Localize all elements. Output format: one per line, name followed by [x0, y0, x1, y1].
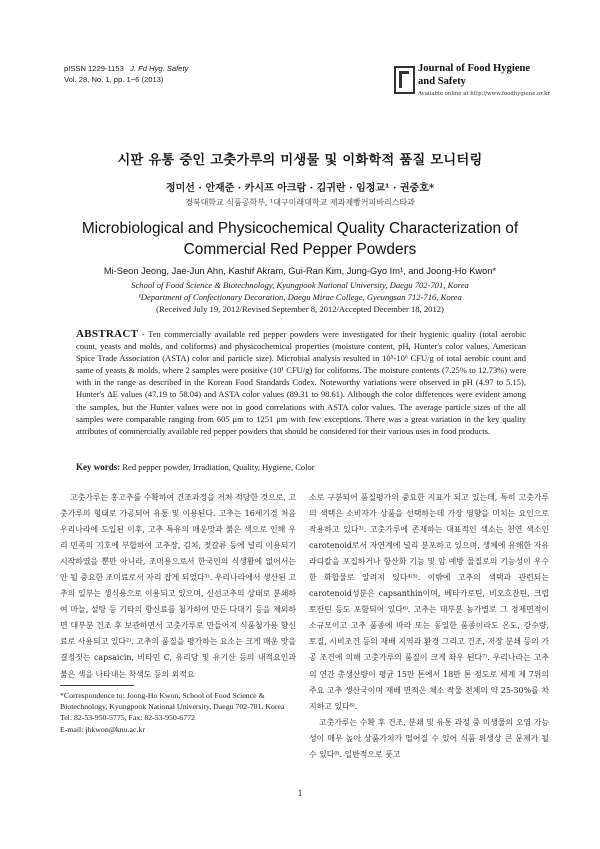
abstract-text: - Ten commercially available red pepper powders were investigated for their hygienic quality (total aerobic count, yeasts and molds, and coliforms) and physicochemical properties (moisture content, pH, Hunter's color values, American Spice Trade Association (ASTA) color and particle size). Microbial analysis resulted in 10⁵-10⁶ CFU/g of total aerobic count and same of yeasts & molds, where 2 samples were positive (10¹ CFU/g) for coliforms. The moisture contents (7.25% to 12.73%) were with in the range as described in the Korean Food Standards Codex. Noteworthy variations were observed in pH (4.97 to 5.15), Hunter's ΔE values (47.19 to 58.04) and ASTA color values (89.31 to 98.61). Although the color differences were evident among the samples, but the Hunter values were not in good correlations with ASTA color values. The average particle sizes of the all samples were comparable ranging from 605 μm to 1251 μm with few exceptions. There was a great variation in the key quality attributes of commercially available red pepper powders that should be considered for their various uses in food products. — [76, 329, 526, 436]
volume-info: Vol. 28, No. 1, pp. 1~6 (2013) — [64, 75, 164, 84]
english-authors: Mi-Seon Jeong, Jae-Jun Ahn, Kashif Akram, Gui-Ran Kim, Jung-Gyo Im¹, and Joong-Ho Kwon* — [103, 266, 497, 276]
received-dates: (Received July 19, 2012/Revised September 8, 2012/Accepted December 18, 2012) — [156, 304, 444, 314]
korean-authors: 정미선 · 안재준 · 카시프 아크람 · 김귀란 · 임정교¹ · 권중호* — [165, 183, 435, 194]
korean-title: 시판 유통 중인 고춧가루의 미생물 및 이화학적 품질 모니터링 — [117, 153, 483, 168]
body-paragraph: 고춧가루는 홍고추를 수확하여 건조과정을 거쳐 적당한 것으로, 고춧가루의 형태로 가공되어 유통 및 이용된다. 고추는 16세기경 처음 우리나라에 도입된 이후, 고추 특유의 매운맛과 붉은 색으로 인해 우리 민족의 기호에 부합하여 고추장, 김치, 젓갈류 등에 널리 이용되기 시작하였을 뿐만 아니라, 조미용으로서 한국인의 식생활에 없어서는 안 될 중요한 조미료로서 자리 잡게 되었다¹⁾. 우리나라에서 생산된 고추의 일부는 생식용으로 이용되고 있으며, 신선고추의 상태로 분쇄하여 마늘, 설탕 등 기타의 향신료를 첨가하여 만든 다대기 등을 제외하면 대부분 건조 후 보관하면서 고춧가루로 만들어져 식품첨가용 향신료로 사용되고 있다²⁾. 고추의 품질을 평가하는 요소는 크게 매운 맛을 결정짓는 capsaicin, 비타민 C, 유리당 및 유기산 등의 내적요인과 붉은 색을 나타내는 착색도 등의 외적요 — [60, 493, 296, 679]
keywords-text: Red pepper powder, Irradiation, Quality, Hygiene, Color — [120, 462, 315, 472]
footnote-divider — [60, 685, 134, 686]
body-column-left — [60, 490, 296, 683]
keywords — [76, 462, 526, 472]
body-column-right — [309, 490, 549, 763]
english-affiliation: School of Food Science & Biotechnology, Kyungpook National University, Daegu 702-701, Korea ¹Department of Confectionary Decoration, Daegu Mirae College, Gyeungsan 712-716, Korea — [131, 280, 469, 302]
body-paragraph: 소로 구분되어 품질평가의 중요한 지표가 되고 있는데, 특히 고춧가루의 색택은 소비자가 상품을 선택하는데 가장 영향을 미치는 요인으로 작용하고 있다³⁾. 고춧가루에 존재하는 대표적인 색소는 천연 색소인 carotenoid로서 자연계에 널리 분포하고 있으며, 생체에 유해한 자유라디칼을 포집하거나 항산화 기능 및 암 예방 물질로의 기능성이 우수한 화합물로 알려져 있다⁴⁾⁵⁾. 이밖에 고추의 색택과 관련되는 carotenoid성분은 capsanthin이며, 베타카로틴, 비오흐잔틴, 크립토잔틴 등도 포함되어 있다⁶⁾. 고추는 대부분 농가별로 그 경제면적이 소규모이고 고추 품종에 따라 또는 동일한 품종이라도 온도, 강수량, 토질, 시비조건 등의 재배 지역과 환경 그리고 건조, 저장 분쇄 등의 가공 조건에 의해 고춧가루의 품질이 크게 좌우 된다⁷⁾. 우리나라는 고추의 연간 총생산량이 평균 15만 톤에서 18만 톤 정도로 세계 제 7위의 주요 고추 생산국이며 재배 면적은 채소 작물 전체의 약 25-30%를 차지하고 있다⁸⁾. — [309, 493, 549, 711]
page-number: 1 — [297, 788, 303, 798]
logo-title: Journal of Food Hygiene and Safety — [418, 63, 531, 87]
journal-abbrev: J. Fd Hyg. Safety — [130, 64, 189, 73]
abstract-label: ABSTRACT — [76, 328, 139, 340]
english-title: Microbiological and Physicochemical Quality Characterization of Commercial Red Pepper Powders — [81, 220, 519, 258]
keywords-label: Key words: — [76, 462, 121, 472]
korean-affiliation: 경북대학교 식품공학부, ¹대구미래대학교 제과제빵커피바리스타과 — [185, 198, 415, 207]
correspondence-footnote: *Correspondence to: Joong-Ho Kwon, School of Food Science & Biotechnology, Kyungpook National University, Daegu 702-701, Korea Tel: 82-53-950-5775, Fax: 82-53-950-6772 E-mail: jhkwon@knu.ac.kr — [60, 691, 285, 734]
body-paragraph: 고춧가루는 수확 후 건조, 분쇄 및 유통 과정 중 미생물의 오염 가능성이 매우 높아 상품가치가 떨어질 수 있어 식품 위생상 큰 문제가 될 수 있다⁹⁾. 일반적으로 풋고 — [309, 717, 549, 759]
logo-url: Available online at http://www.foodhygiene.or.kr — [418, 91, 550, 97]
journal-logo — [394, 62, 550, 114]
journal-logo-icon — [394, 66, 415, 94]
issn: pISSN 1229-1153 J. Fd Hyg. Safety — [64, 64, 189, 73]
abstract — [76, 328, 526, 437]
journal-header — [64, 63, 188, 85]
